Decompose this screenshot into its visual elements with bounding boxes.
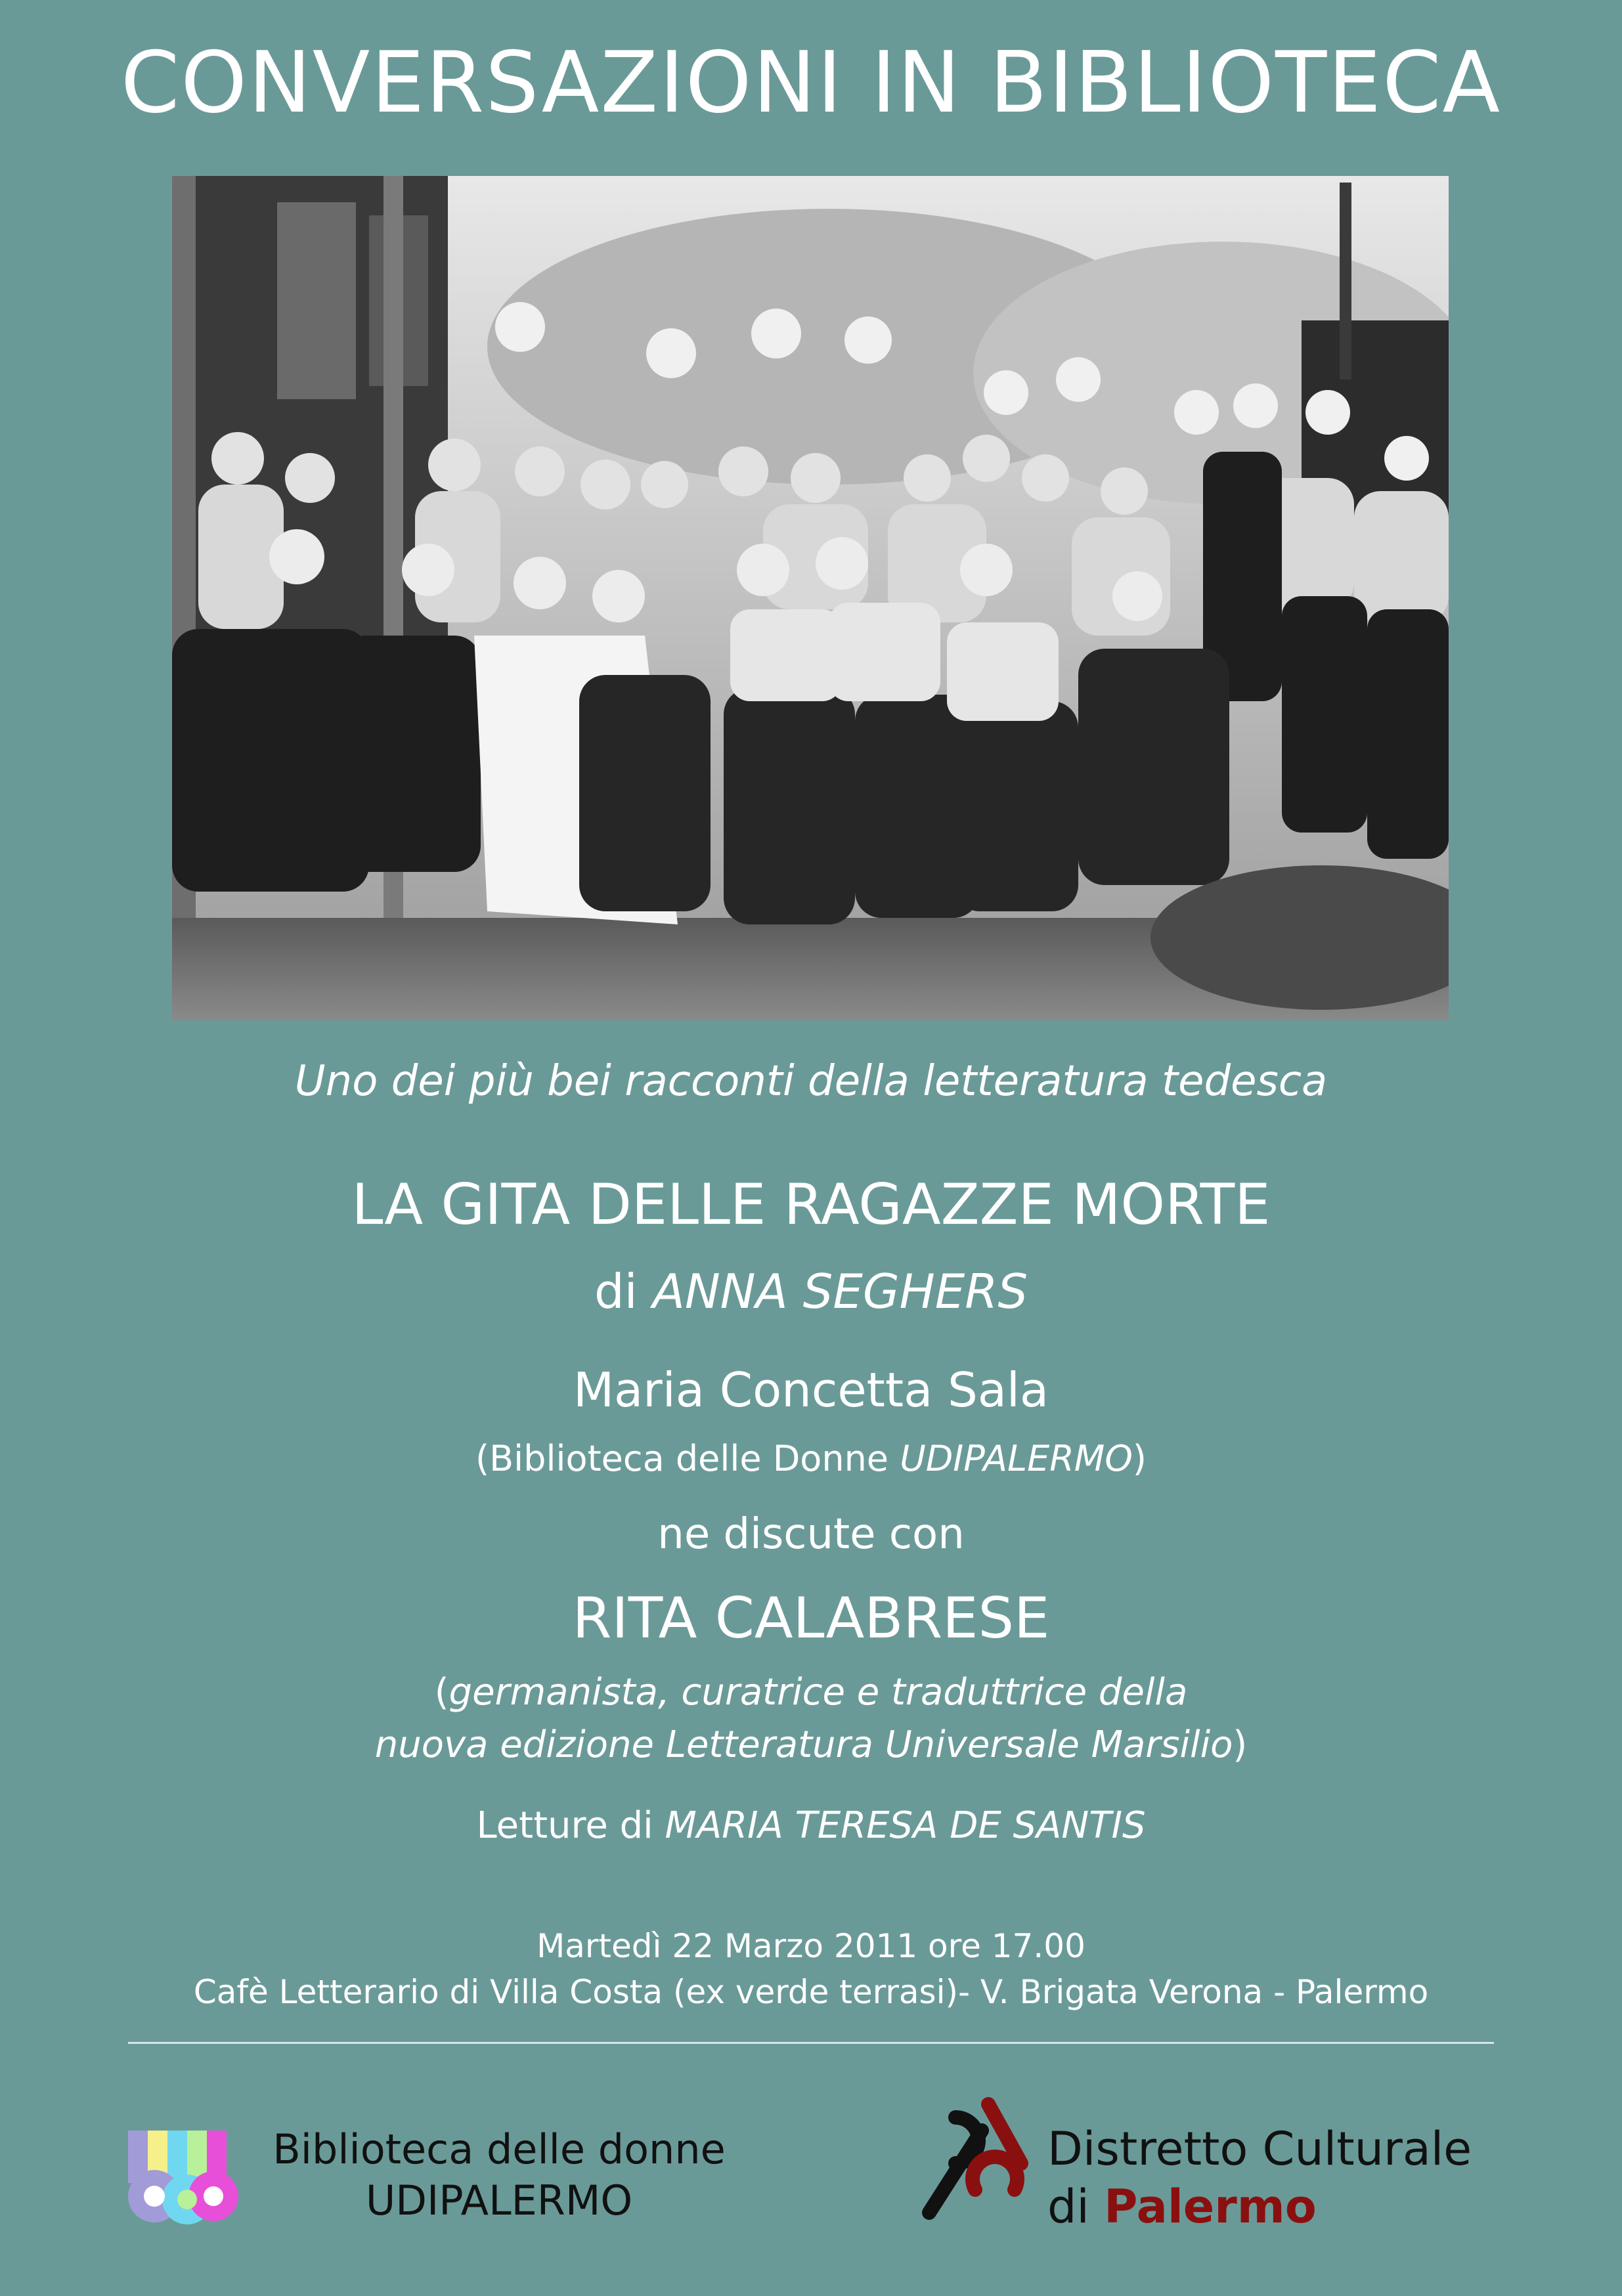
guest-desc-close: ): [1233, 1723, 1248, 1766]
speaker-aff-text: Biblioteca delle Donne: [489, 1438, 889, 1479]
discuss-text: ne discute con: [657, 1510, 965, 1559]
library-name-line1: Biblioteca delle donne: [273, 2125, 726, 2173]
author-name: ANNA SEGHERS: [652, 1264, 1028, 1319]
guest-desc-open: (: [434, 1671, 449, 1714]
story-title: LA GITA DELLE RAGAZZE MORTE: [351, 1172, 1271, 1238]
event-venue: Cafè Letterario di Villa Costa (ex verde terrasi)- V. Brigata Verona - Palermo: [193, 1973, 1429, 2011]
guest-desc-text2: nuova edizione Letteratura Universale Marsilio: [374, 1723, 1233, 1766]
group-photo-icon: [172, 176, 1449, 1020]
udi-library-logo-icon: [128, 2131, 240, 2229]
library-name-line2: UDIPALERMO: [365, 2176, 633, 2224]
author-prefix: di: [594, 1264, 638, 1319]
district-line2: [1047, 2178, 1472, 2236]
guest-description-line2: [0, 1723, 1622, 1766]
guest-description-line1: [0, 1671, 1622, 1714]
library-name: [263, 2124, 735, 2226]
speaker-name: Maria Concetta Sala: [573, 1362, 1049, 1418]
district-prefix: di: [1047, 2179, 1089, 2234]
distretto-culturale-logo-icon: [910, 2091, 1041, 2229]
readings-prefix: Letture di: [476, 1804, 653, 1847]
district-city: Palermo: [1104, 2179, 1317, 2234]
speaker-aff-org: UDIPALERMO: [900, 1438, 1133, 1479]
poster-title: CONVERSAZIONI IN BIBLIOTECA: [120, 34, 1502, 132]
footer-divider: [128, 2042, 1494, 2044]
district-line1: Distretto Culturale: [1047, 2122, 1472, 2176]
district-name: [1047, 2121, 1472, 2236]
event-date: Martedì 22 Marzo 2011 ore 17.00: [537, 1927, 1085, 1965]
group-photo: [172, 176, 1449, 1020]
guest-name: RITA CALABRESE: [572, 1586, 1050, 1651]
speaker-affiliation: [0, 1438, 1622, 1479]
speaker-aff-open: (: [475, 1438, 490, 1479]
reader-name: MARIA TERESA DE SANTIS: [665, 1804, 1146, 1847]
speaker-aff-close: ): [1132, 1438, 1147, 1479]
guest-desc-text1: germanista, curatrice e traduttrice della: [449, 1671, 1188, 1714]
author-line: [0, 1264, 1622, 1319]
readings-line: [0, 1804, 1622, 1847]
tagline: Uno dei più bei racconti della letteratura tedesca: [294, 1057, 1328, 1106]
